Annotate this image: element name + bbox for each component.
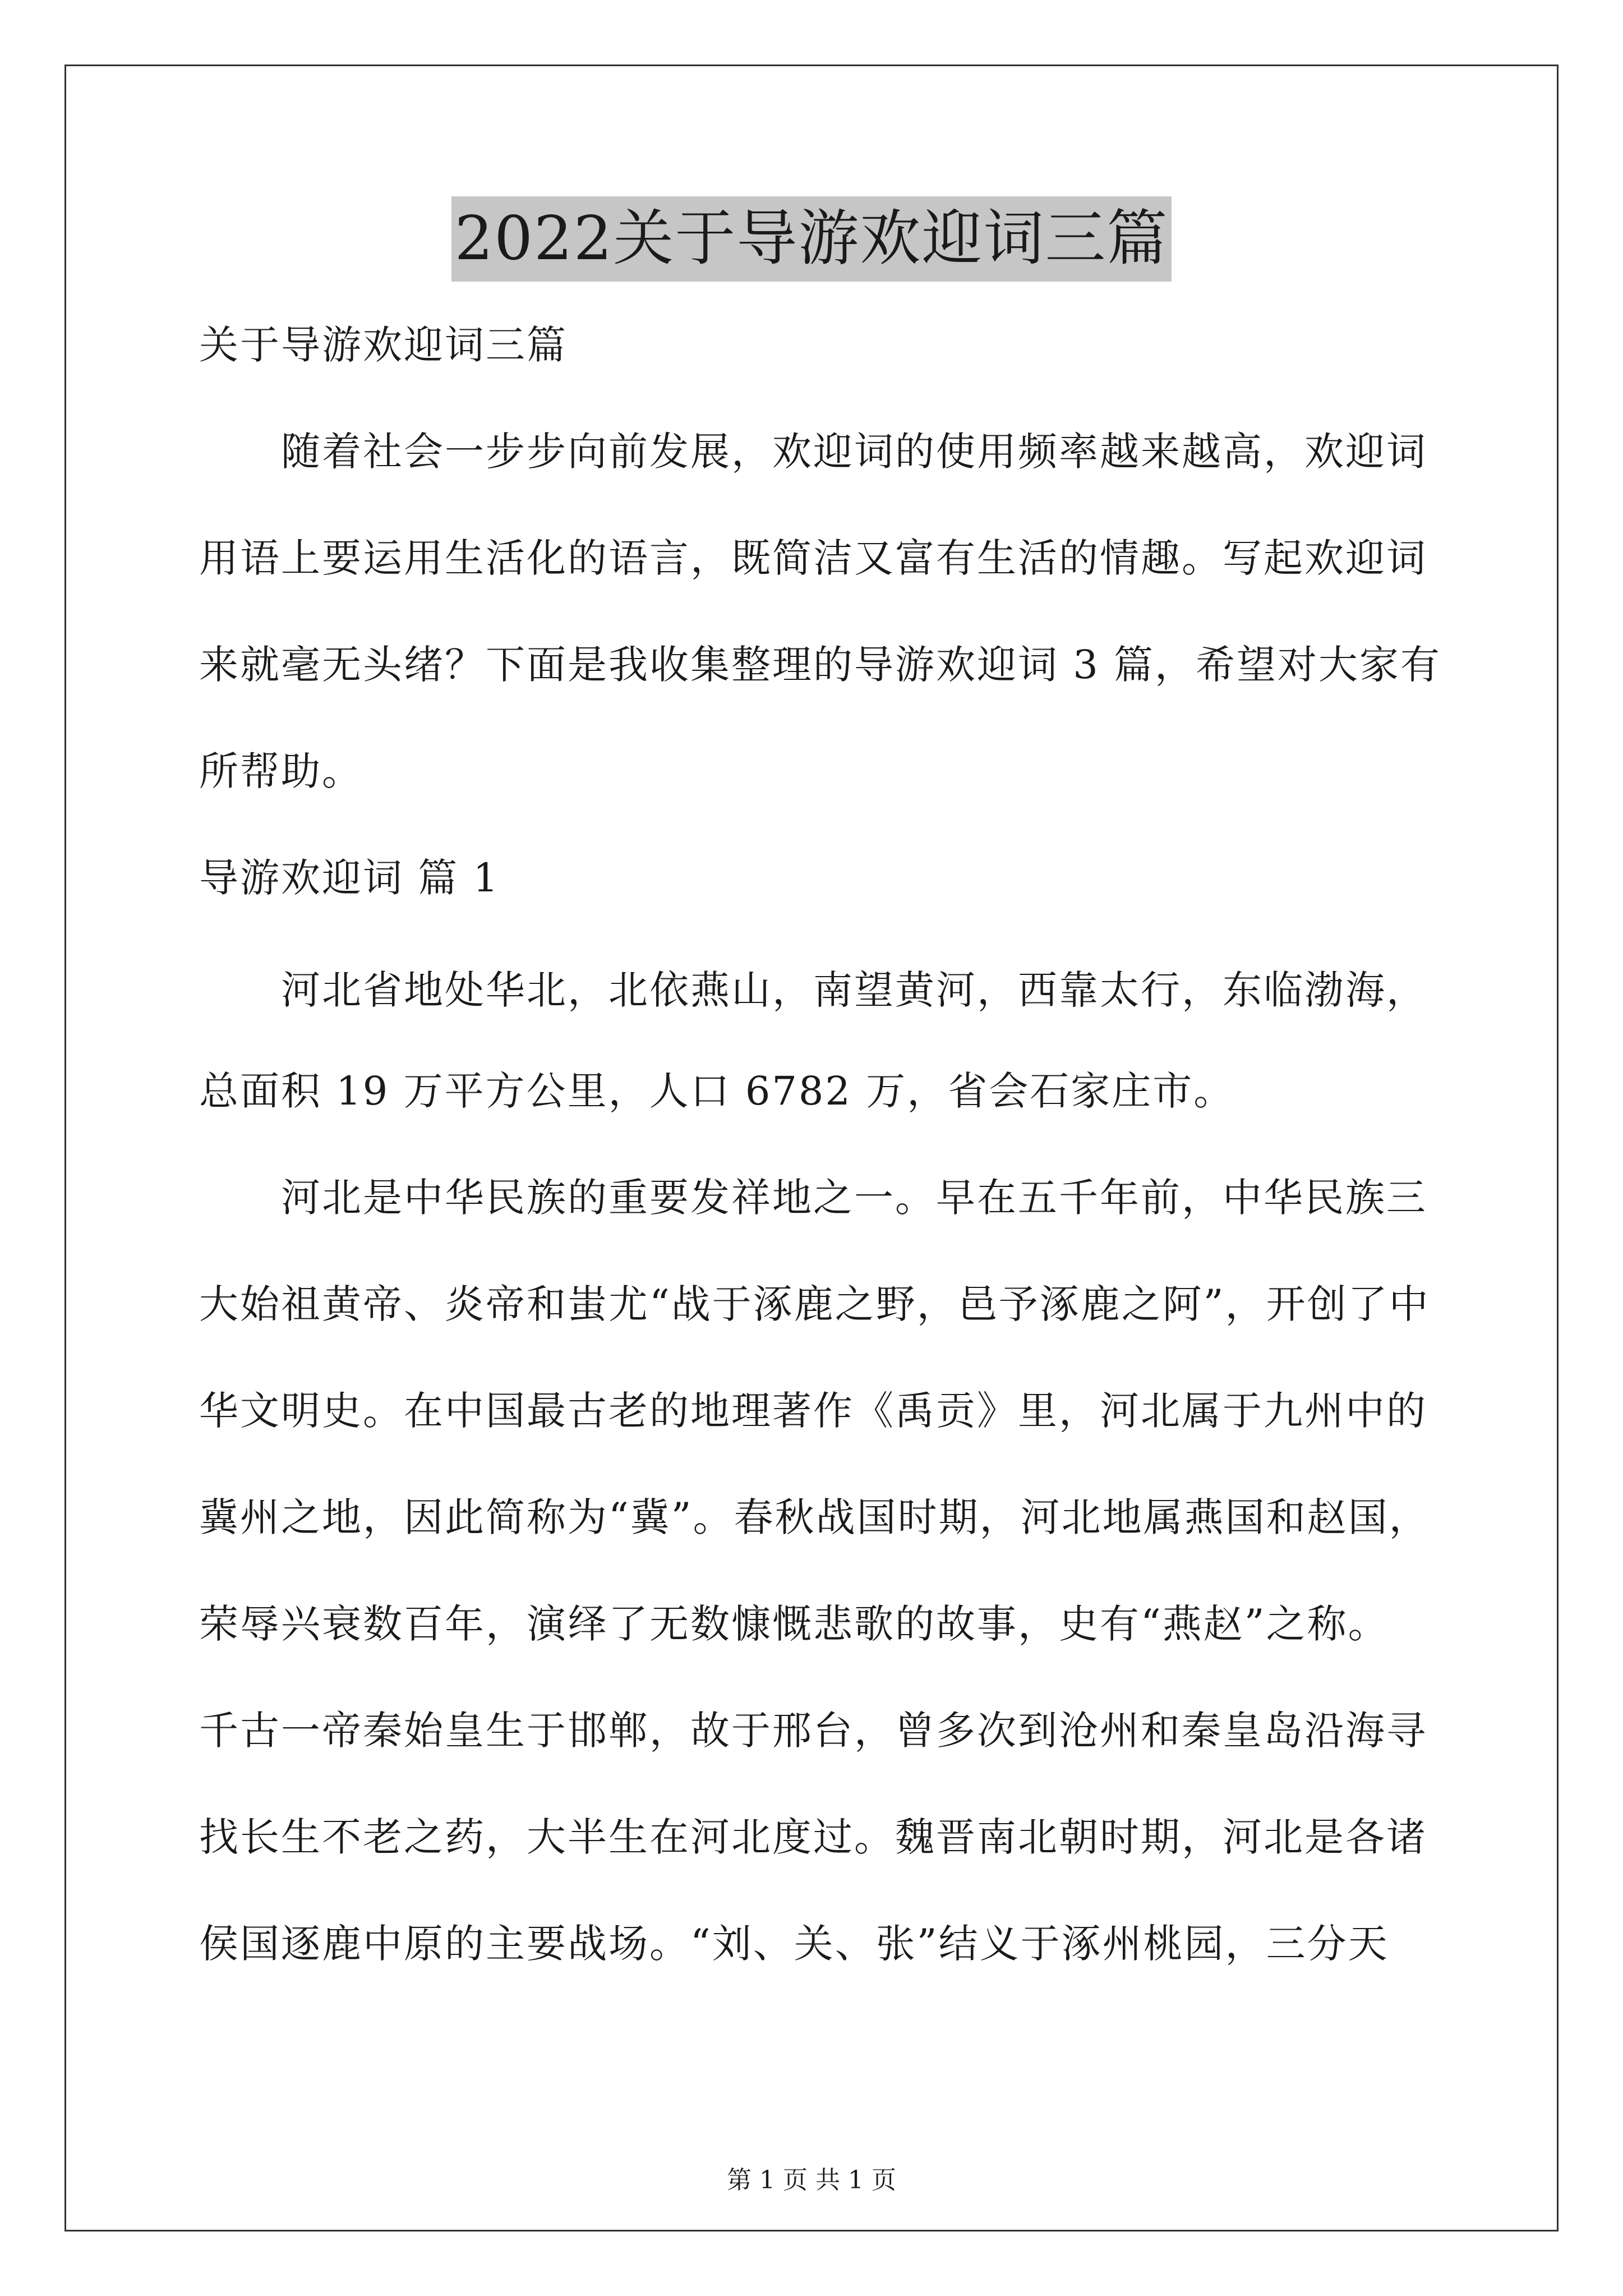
- paragraph-line: 华文明史。在中国最古老的地理著作《禹贡》里，河北属于九州中的: [199, 1388, 1427, 1434]
- page-number: 第 1 页 共 1 页: [727, 2166, 896, 2194]
- paragraph-line: 河北省地处华北，北依燕山，南望黄河，西靠太行，东临渤海，: [281, 967, 1427, 1013]
- paragraph-line: 千古一帝秦始皇生于邯郸，故于邢台，曾多次到沧州和秦皇岛沿海寻: [199, 1708, 1427, 1754]
- paragraph-line: 河北是中华民族的重要发祥地之一。早在五千年前，中华民族三: [281, 1175, 1427, 1221]
- page-border: [64, 65, 1559, 2231]
- paragraph-line: 随着社会一步步向前发展，欢迎词的使用频率越来越高，欢迎词: [281, 429, 1427, 475]
- paragraph-line: 来就毫无头绪？下面是我收集整理的导游欢迎词 3 篇，希望对大家有: [199, 642, 1442, 688]
- paragraph-line: 大始祖黄帝、炎帝和蚩尤“战于涿鹿之野，邑予涿鹿之阿”，开创了中: [199, 1281, 1430, 1327]
- paragraph-line: 用语上要运用生活化的语言，既简洁又富有生活的情趣。写起欢迎词: [199, 535, 1427, 581]
- document-title: 2022关于导游欢迎词三篇: [451, 196, 1172, 282]
- title-container: [0, 196, 1623, 282]
- paragraph-line: 总面积 19 万平方公里，人口 6782 万，省会石家庄市。: [199, 1068, 1235, 1114]
- section-heading: 导游欢迎词 篇 1: [199, 855, 500, 901]
- subtitle-line: 关于导游欢迎词三篇: [199, 322, 568, 368]
- paragraph-line: 荣辱兴衰数百年，演绎了无数慷慨悲歌的故事，史有“燕赵”之称。: [199, 1601, 1389, 1647]
- paragraph-line: 侯国逐鹿中原的主要战场。“刘、关、张”结义于涿州桃园，三分天: [199, 1921, 1389, 1967]
- paragraph-line: 所帮助。: [199, 748, 363, 794]
- paragraph-line: 冀州之地，因此简称为“冀”。春秋战国时期，河北地属燕国和赵国，: [199, 1494, 1430, 1540]
- paragraph-line: 找长生不老之药，大半生在河北度过。魏晋南北朝时期，河北是各诸: [199, 1814, 1427, 1860]
